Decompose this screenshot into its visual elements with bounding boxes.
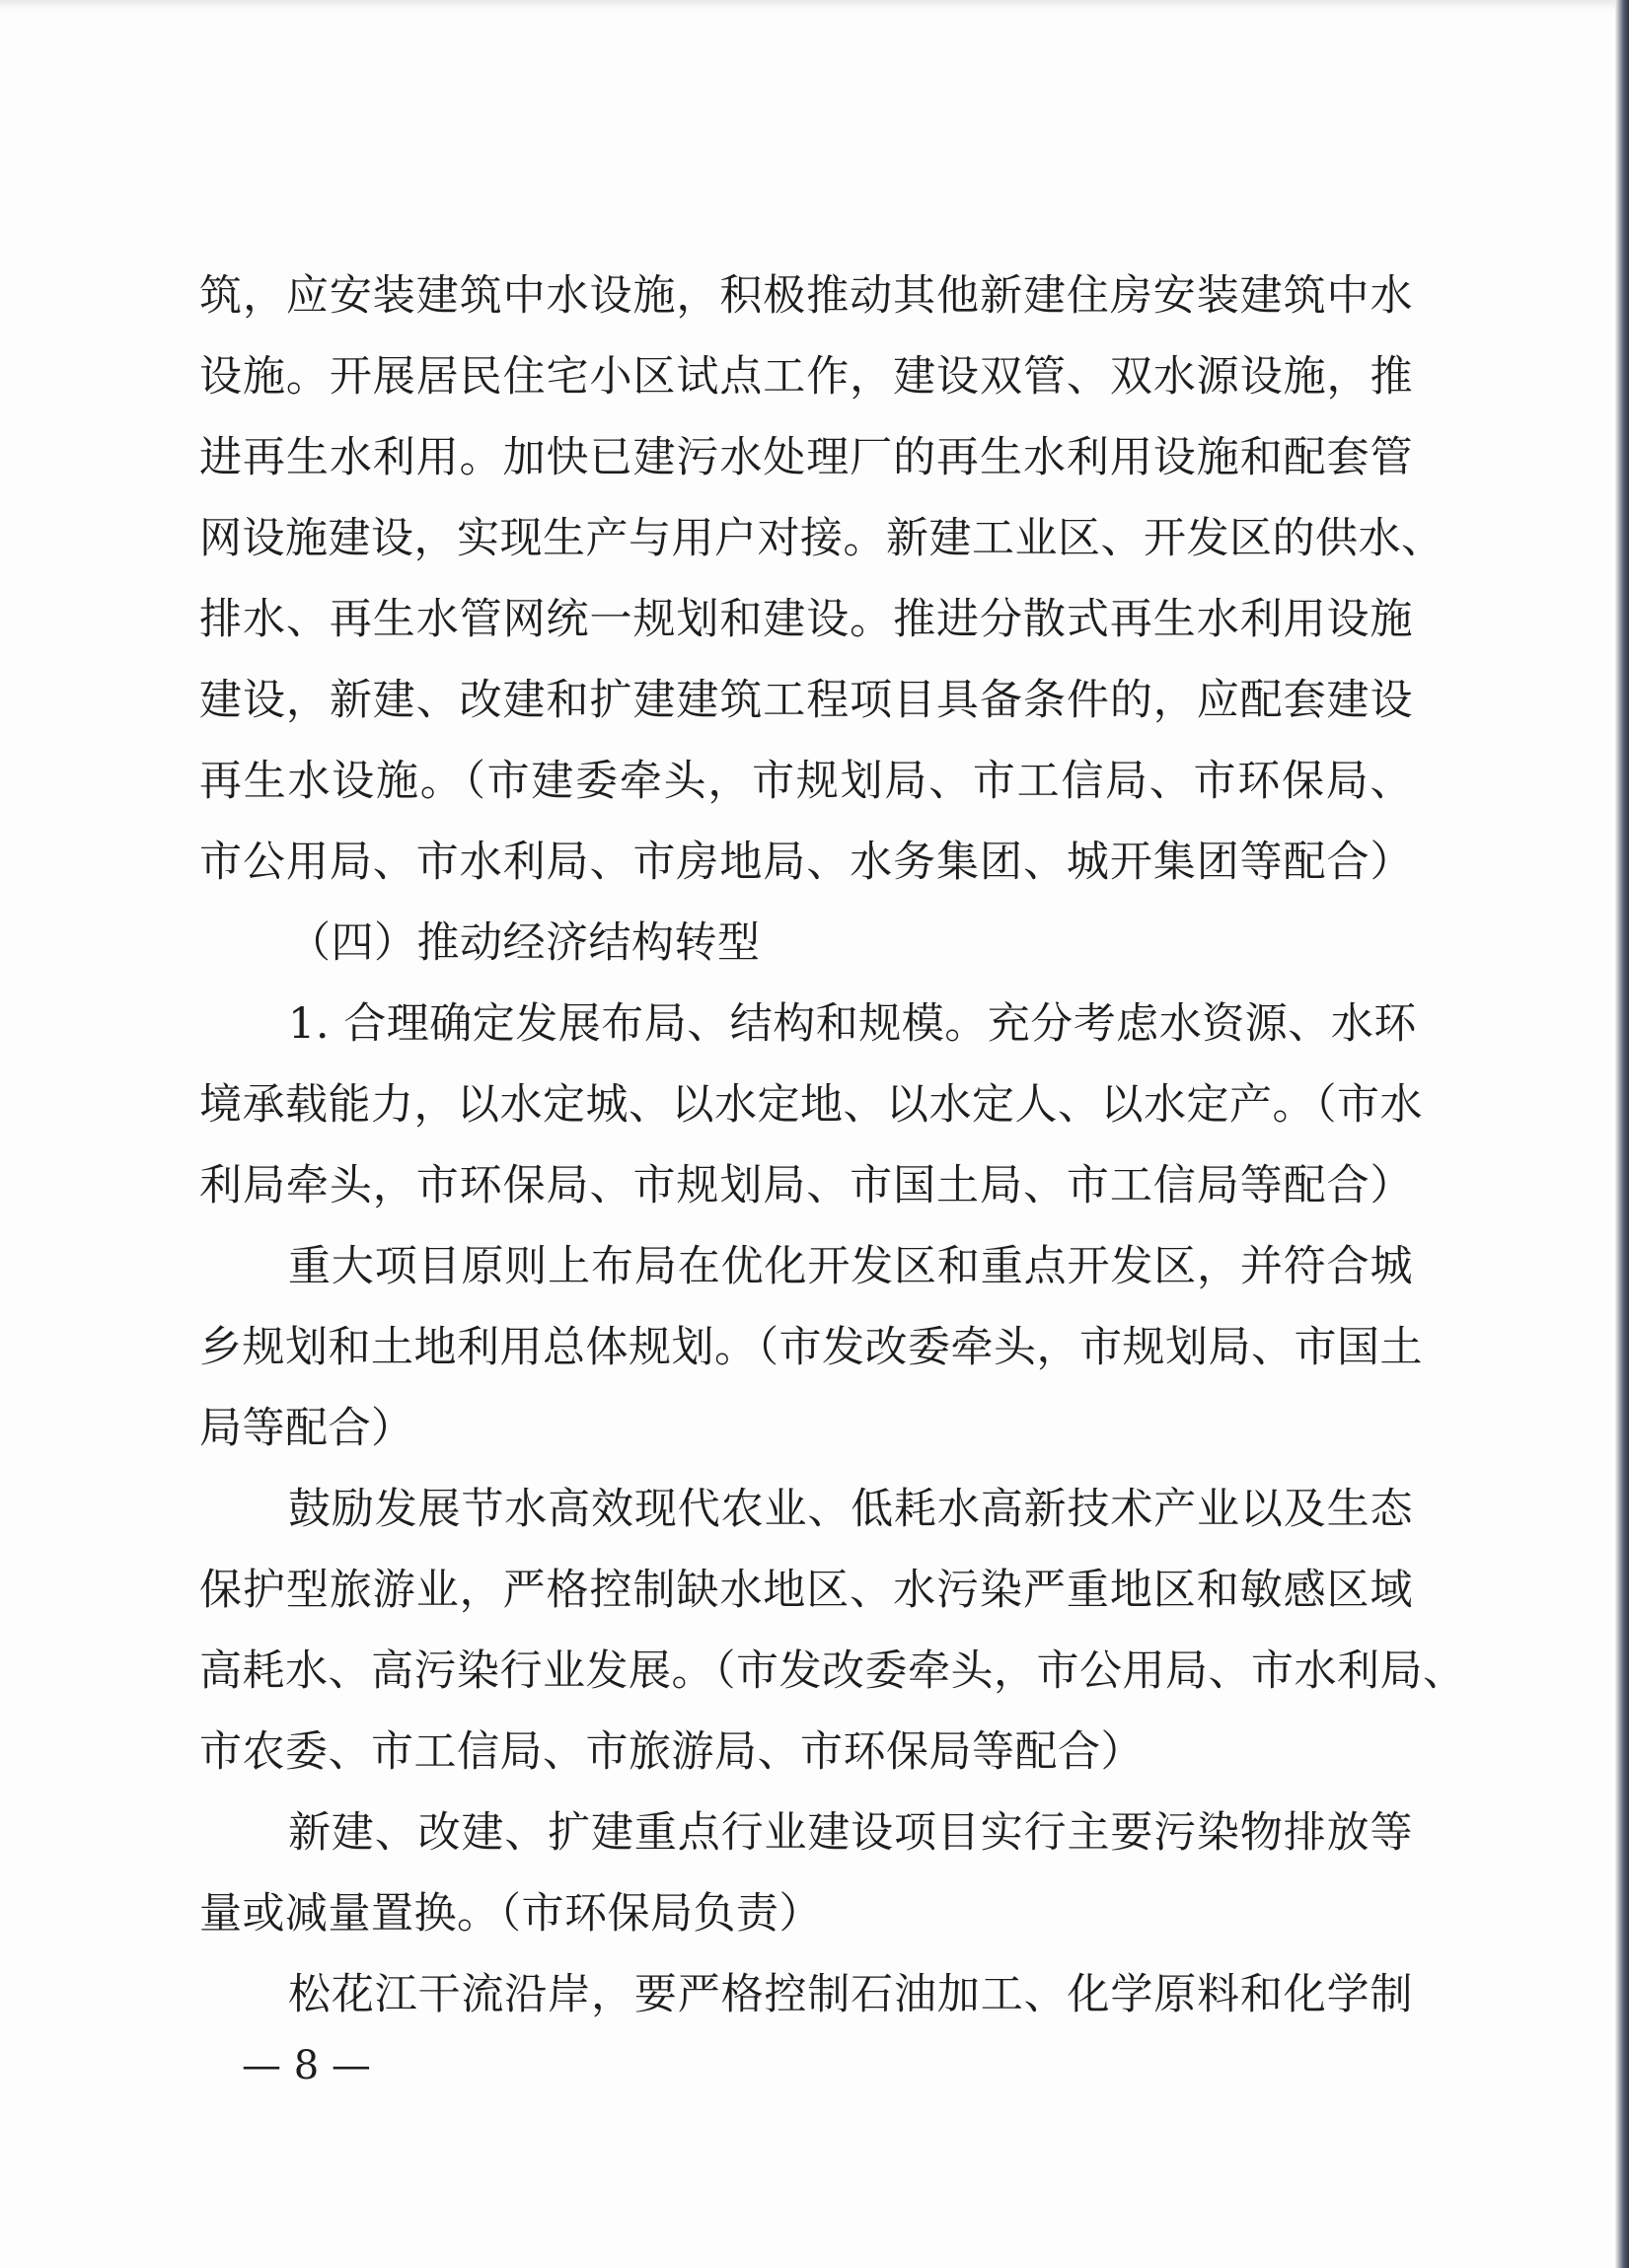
text-line: 新建、改建、扩建重点行业建设项目实行主要污染物排放等	[288, 1808, 1413, 1858]
text-line: 1. 合理确定发展布局、结构和规模。充分考虑水资源、水环	[288, 999, 1417, 1049]
text-line: 再生水设施。（市建委牵头，市规划局、市工信局、市环保局、	[199, 757, 1413, 806]
text-line: 局等配合）	[199, 1404, 414, 1453]
text-line: 市公用局、市水利局、市房地局、水务集团、城开集团等配合）	[199, 838, 1413, 887]
text-line: 鼓励发展节水高效现代农业、低耗水高新技术产业以及生态	[288, 1485, 1413, 1534]
text-line: 境承载能力，以水定城、以水定地、以水定人、以水定产。（市水	[199, 1080, 1423, 1130]
text-line: 进再生水利用。加快已建污水处理厂的再生水利用设施和配套管	[199, 433, 1413, 482]
scan-right-edge	[1615, 0, 1629, 2268]
text-line: 筑，应安装建筑中水设施，积极推动其他新建住房安装建筑中水	[199, 271, 1413, 321]
text-line: 乡规划和土地利用总体规划。（市发改委牵头，市规划局、市国土	[199, 1323, 1423, 1372]
text-line: 量或减量置换。（市环保局负责）	[199, 1889, 822, 1939]
text-line: 高耗水、高污染行业发展。（市发改委牵头，市公用局、市水利局、	[199, 1646, 1466, 1696]
text-line: 网设施建设，实现生产与用户对接。新建工业区、开发区的供水、	[199, 514, 1444, 563]
page-number: — 8 —	[242, 2043, 371, 2088]
text-line: 设施。开展居民住宅小区试点工作，建设双管、双水源设施，推	[199, 352, 1413, 402]
text-line: 市农委、市工信局、市旅游局、市环保局等配合）	[199, 1727, 1144, 1777]
text-line: 保护型旅游业，严格控制缺水地区、水污染严重地区和敏感区域	[199, 1566, 1413, 1615]
text-line: 排水、再生水管网统一规划和建设。推进分散式再生水利用设施	[199, 595, 1413, 644]
scan-top-edge	[0, 0, 1629, 10]
text-line: 松花江干流沿岸，要严格控制石油加工、化学原料和化学制	[288, 1970, 1413, 2019]
text-line: 利局牵头，市环保局、市规划局、市国土局、市工信局等配合）	[199, 1161, 1413, 1210]
text-line: 重大项目原则上布局在优化开发区和重点开发区，并符合城	[288, 1242, 1413, 1291]
section-heading: （四）推动经济结构转型	[288, 918, 761, 968]
text-line: 建设，新建、改建和扩建建筑工程项目具备条件的，应配套建设	[199, 676, 1413, 725]
